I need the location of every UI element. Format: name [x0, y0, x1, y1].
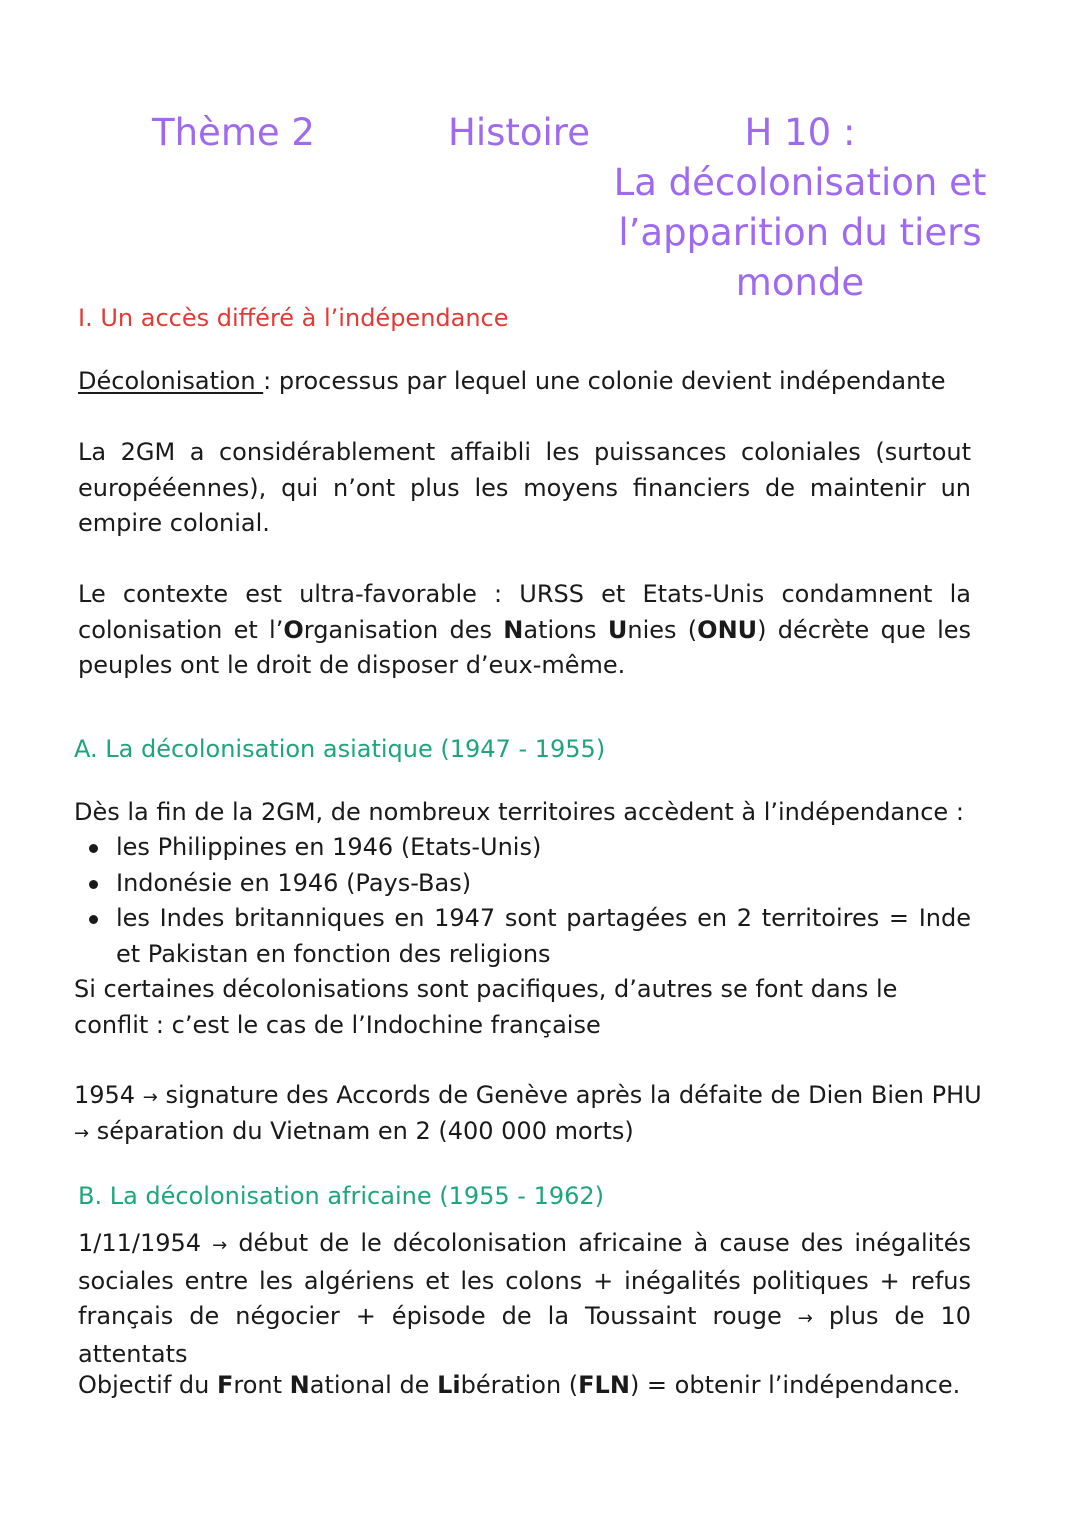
- definition-term: Décolonisation: [78, 367, 264, 395]
- chapter-title-line: La décolonisation et: [613, 161, 987, 204]
- chapter-title-line: H 10 :: [744, 111, 856, 154]
- bold-text: N: [289, 1371, 310, 1399]
- text: début de le décolonisation africaine à cause des inégalités sociales entre les algériens et les colons + inégalités politiques + refus français de négocier + épisode de la Toussaint rouge: [78, 1229, 971, 1330]
- text: Le contexte est ultra-favorable : URSS et Etats-Unis condamnent la colonisation et l’: [78, 580, 971, 644]
- bold-text: Li: [437, 1371, 461, 1399]
- bold-text: F: [216, 1371, 234, 1399]
- bold-text: N: [503, 615, 524, 644]
- definition: [78, 364, 978, 400]
- chapter-title-line: monde: [735, 261, 865, 304]
- text: ront: [233, 1371, 290, 1399]
- date: 1/11/1954: [78, 1229, 213, 1257]
- arrow-icon: →: [74, 1123, 90, 1144]
- bold-text: FLN: [578, 1371, 630, 1399]
- fln-objective: [78, 1368, 978, 1404]
- chapter-title: [610, 108, 990, 308]
- section-b-title: B. La décolonisation africaine (1955 - 1962): [78, 1182, 605, 1210]
- theme-label: Thème 2: [152, 111, 315, 154]
- independence-list: [74, 830, 971, 972]
- chapter-title-line: l’apparition du tiers: [618, 211, 982, 254]
- text: ) = obtenir l’indépendance.: [629, 1371, 961, 1399]
- text: rganisation des: [303, 615, 504, 644]
- arrow-icon: →: [142, 1087, 158, 1108]
- geneva-line: [74, 1078, 984, 1116]
- paragraph-ww2: La 2GM a considérablement affaibli les puissances coloniales (surtout europééennes), qui n’ont plus les moyens financiers de maintenir un empire colonial.: [78, 438, 971, 537]
- text: signature des Accords de Genève après la défaite de Dien Bien PHU: [157, 1081, 982, 1109]
- section-a-intro: Dès la fin de la 2GM, de nombreux territoires accèdent à l’indépendance :: [74, 798, 964, 826]
- text: plus de 10 attentats: [78, 1302, 971, 1368]
- text: ations: [523, 615, 608, 644]
- text: bération (: [460, 1371, 579, 1399]
- subject-label: Histoire: [448, 111, 590, 154]
- text: ational de: [309, 1371, 438, 1399]
- text: ) décrète que les peuples ont le droit de disposer d’eux-même.: [78, 615, 972, 679]
- bold-text: ONU: [697, 615, 758, 644]
- text: Objectif du: [78, 1371, 217, 1399]
- vietnam-line: [74, 1114, 984, 1152]
- arrow-icon: →: [212, 1235, 228, 1256]
- list-item: les Philippines en 1946 (Etats-Unis): [74, 830, 971, 866]
- paragraph-context: [78, 577, 971, 684]
- text: nies (: [627, 615, 698, 644]
- definition-text: : processus par lequel une colonie devient indépendante: [263, 367, 946, 395]
- bold-text: U: [607, 615, 628, 644]
- arrow-icon: →: [797, 1308, 813, 1329]
- text: séparation du Vietnam en 2 (400 000 morts): [89, 1117, 634, 1145]
- section-a-title: A. La décolonisation asiatique (1947 - 1955): [74, 735, 606, 763]
- bold-text: O: [283, 615, 304, 644]
- list-item: Indonésie en 1946 (Pays-Bas): [74, 866, 971, 902]
- conflict-paragraph: Si certaines décolonisations sont pacifiques, d’autres se font dans le conflit : c’est le cas de l’Indochine française: [74, 975, 898, 1039]
- section-1-title: I. Un accès différé à l’indépendance: [78, 304, 509, 332]
- year: 1954: [74, 1081, 136, 1109]
- algeria-paragraph: [78, 1226, 971, 1372]
- list-item: les Indes britanniques en 1947 sont partagées en 2 territoires = Inde et Pakistan en fonction des religions: [74, 901, 971, 972]
